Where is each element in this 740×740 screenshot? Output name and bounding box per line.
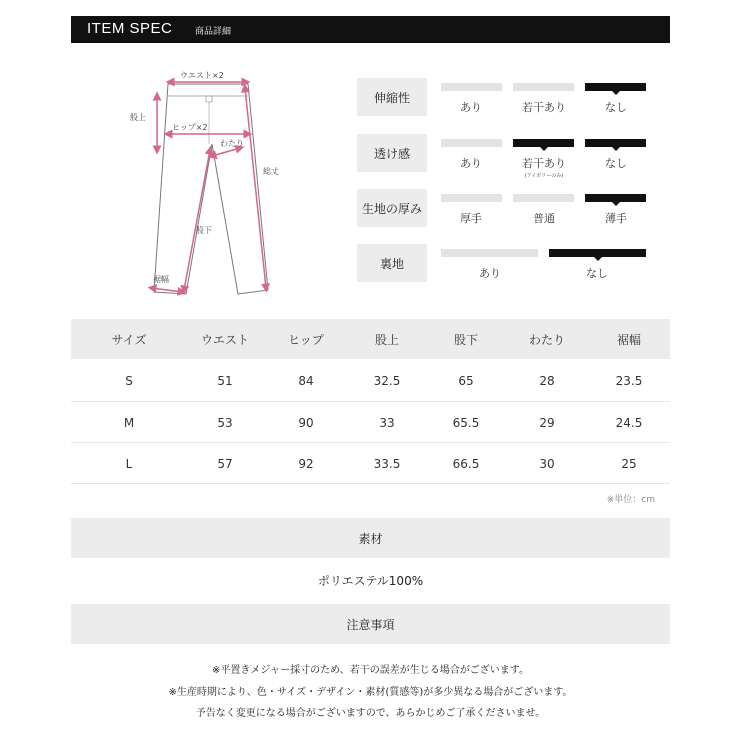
table-cell: M [123, 416, 135, 430]
table-cell: 84 [298, 374, 314, 388]
option-label: あり [479, 267, 501, 280]
indicator-bar-selected [585, 194, 646, 202]
table-cell: 51 [217, 374, 233, 388]
pants-measurement-diagram [120, 62, 320, 302]
column-header: 裾幅 [616, 333, 641, 347]
option-label: あり [460, 101, 482, 114]
table-cell: 29 [539, 416, 555, 430]
option-label: 薄手 [605, 212, 627, 225]
column-header: ウエスト [200, 333, 249, 347]
table-cell: 25 [621, 457, 637, 471]
caution-line: 予告なく変更になる場合がございますので、あらかじめご了承くださいませ。 [195, 708, 546, 719]
option-label: 厚手 [460, 212, 482, 225]
table-cell: 57 [217, 457, 233, 471]
indicator-bar [441, 83, 502, 91]
unit-note: ※単位：cm [606, 495, 655, 505]
table-cell: S [125, 374, 133, 388]
label-thigh: わたり [220, 139, 244, 148]
table-cell: 90 [298, 416, 314, 430]
table-cell: 24.5 [615, 416, 643, 430]
indicator-bar [441, 139, 502, 147]
caution-title: 注意事項 [71, 604, 670, 644]
row-divider [71, 442, 670, 443]
table-cell: 30 [539, 457, 555, 471]
indicator-bar-selected [585, 139, 646, 147]
option-label: なし [586, 267, 608, 280]
indicator-bar [441, 249, 538, 257]
indicator-bar [513, 83, 574, 91]
material-title: 素材 [71, 518, 670, 558]
table-cell: 92 [298, 457, 314, 471]
caution-line: ※平置きメジャー採寸のため、若干の誤差が生じる場合がございます。 [212, 665, 529, 676]
label-inseam: 股下 [196, 226, 212, 235]
spec-header [71, 16, 670, 43]
option-label: 普通 [533, 212, 555, 225]
spec-subtitle: 商品詳細 [195, 27, 232, 37]
pants-outline-icon [120, 62, 320, 302]
table-cell: 23.5 [615, 374, 643, 388]
table-cell: 66.5 [452, 457, 480, 471]
label-waist: ウエスト×2 [180, 71, 224, 80]
column-header: ヒップ [288, 333, 324, 347]
table-cell: 32.5 [373, 374, 401, 388]
property-label: 裏地 [357, 244, 427, 282]
table-cell: 28 [539, 374, 555, 388]
row-divider [71, 483, 670, 484]
column-header: 股上 [374, 333, 399, 347]
indicator-bar [441, 194, 502, 202]
option-label: なし [605, 157, 627, 170]
table-cell: L [125, 457, 133, 471]
table-cell: 65.5 [452, 416, 480, 430]
option-note: (アイボリーのみ) [524, 173, 564, 179]
column-header: わたり [528, 333, 565, 347]
table-cell: 33.5 [373, 457, 401, 471]
label-hip: ヒップ×2 [172, 123, 208, 132]
label-length: 総丈 [263, 167, 279, 176]
table-cell: 33 [379, 416, 395, 430]
table-cell: 53 [217, 416, 233, 430]
label-rise: 股上 [130, 113, 146, 122]
indicator-bar-selected [513, 139, 574, 147]
row-divider [71, 401, 670, 402]
caution-line: ※生産時期により、色・サイズ・デザイン・素材(質感等)が多少異なる場合がございます。 [168, 687, 573, 698]
option-label: あり [460, 157, 482, 170]
option-label: 若干あり [522, 157, 566, 170]
table-cell: 65 [458, 374, 474, 388]
column-header: 股下 [453, 333, 478, 347]
option-label: なし [605, 101, 627, 114]
spec-title: ITEM SPEC [87, 20, 173, 37]
option-label: 若干あり [522, 101, 566, 114]
property-label: 生地の厚み [357, 189, 427, 227]
material-value: ポリエステル100% [317, 574, 424, 588]
indicator-bar [513, 194, 574, 202]
column-header: サイズ [111, 333, 147, 347]
property-label: 伸縮性 [357, 78, 427, 116]
label-hem: 裾幅 [153, 275, 169, 284]
property-label: 透け感 [357, 134, 427, 172]
indicator-bar-selected [549, 249, 646, 257]
indicator-bar-selected [585, 83, 646, 91]
